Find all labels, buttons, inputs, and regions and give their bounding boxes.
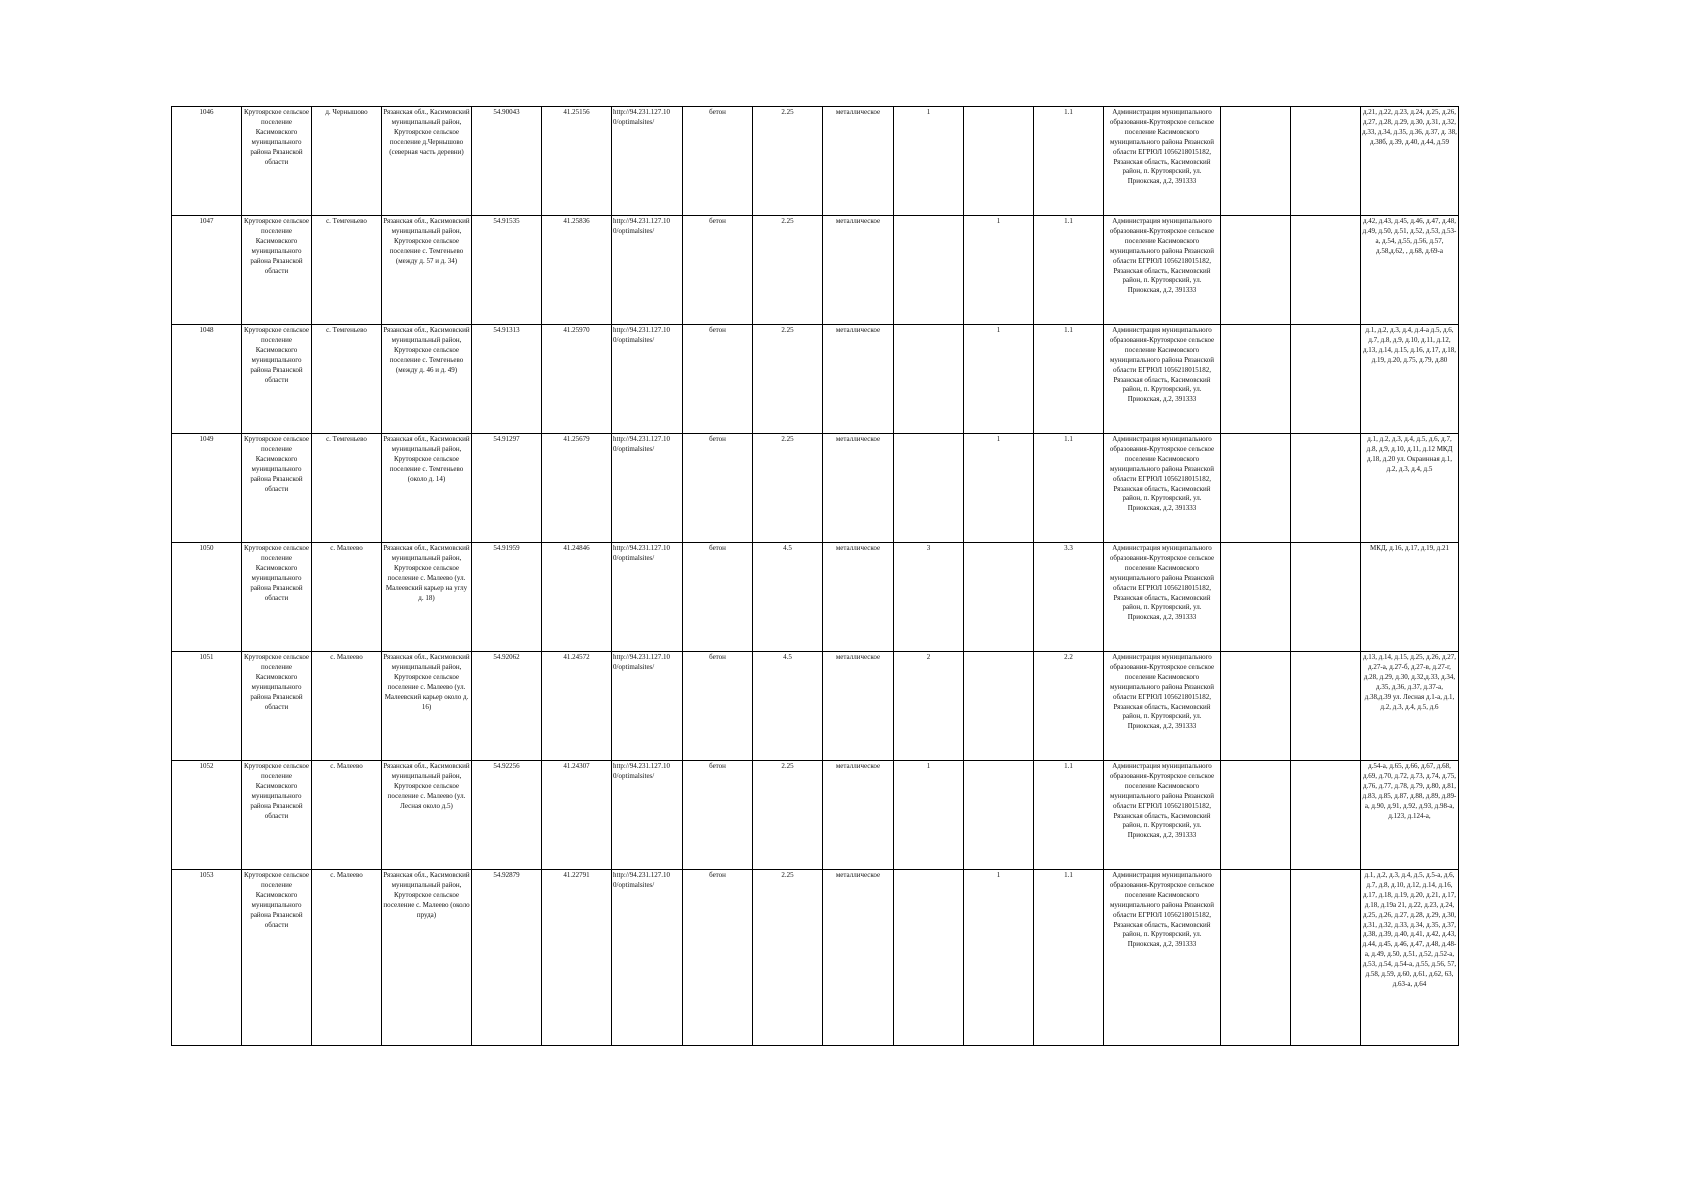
owner-cell: Администрация муниципального образования-Крутоярское сельское поселение Касимовского муниципального района Рязанской области ЕГРЮЛ 1056218015182, Рязанская область, Касимовский район, п. Крутоярский, ул. Приокская, д.2, 391333	[1104, 543, 1221, 652]
longitude-cell: 41.24572	[542, 652, 612, 761]
map-link-cell[interactable]: http://94.231.127.10 0/optimalsites/	[612, 434, 683, 543]
containers-count-cell	[894, 434, 964, 543]
empty-cell	[1291, 325, 1361, 434]
fence-cell: металлическое	[823, 434, 894, 543]
waste-sites-table	[171, 106, 1459, 1046]
containers-count-cell: 3	[894, 543, 964, 652]
owner-cell: Администрация муниципального образования-Крутоярское сельское поселение Касимовского муниципального района Рязанской области ЕГРЮЛ 1056218015182, Рязанская область, Касимовский район, п. Крутоярский, ул. Приокская, д.2, 391333	[1104, 434, 1221, 543]
address-cell: Рязанская обл., Касимовский муниципальный район, Крутоярское сельское поселение с. Темгеньево (между д. 57 и д. 34)	[382, 216, 472, 325]
volume-cell: 1.1	[1034, 216, 1104, 325]
volume-cell: 1.1	[1034, 107, 1104, 216]
locality-cell: с. Малеево	[312, 870, 382, 1046]
containers-planned-cell	[964, 761, 1034, 870]
longitude-cell: 41.25836	[542, 216, 612, 325]
empty-cell	[1221, 761, 1291, 870]
row-number: 1046	[172, 107, 242, 216]
surface-cell: бетон	[683, 325, 753, 434]
map-link-cell[interactable]: http://94.231.127.10 0/optimalsites/	[612, 761, 683, 870]
fence-cell: металлическое	[823, 870, 894, 1046]
area-cell: 2.25	[753, 870, 823, 1046]
empty-cell	[1221, 325, 1291, 434]
longitude-cell: 41.22791	[542, 870, 612, 1046]
row-number: 1051	[172, 652, 242, 761]
containers-count-cell	[894, 325, 964, 434]
latitude-cell: 54.91297	[472, 434, 542, 543]
settlement-cell: Крутоярское сельское поселение Касимовского муниципального района Рязанской области	[242, 107, 312, 216]
containers-count-cell	[894, 216, 964, 325]
fence-cell: металлическое	[823, 325, 894, 434]
settlement-cell: Крутоярское сельское поселение Касимовского муниципального района Рязанской области	[242, 543, 312, 652]
waste-sources-cell: д.1, д.2, д.3, д.4, д.5, д.5-а, д.6, д.7, д.8, д.10, д.12, д.14, д.16, д.17, д.18, д.19, д.20, д.21, д.17, д.18, д.19а 21, д.22, д.23, д.24, д.25, д.26, д.27, д.28, д.29, д.30, д.31, д.32, д.33, д.34, д.35, д.37, д.38, д.39, д.40, д.41, д.42, д.43, д.44, д.45, д.46, д.47, д.48, д.48-а, д.49, д.50, д.51, д.52, д.52-а, д.53, д.54, д.54-а, д.55, д.56, 57, д.58, д.59, д.60, д.61, д.62, 63, д.63-а, д.64	[1361, 870, 1459, 1046]
latitude-cell: 54.91313	[472, 325, 542, 434]
owner-cell: Администрация муниципального образования-Крутоярское сельское поселение Касимовского муниципального района Рязанской области ЕГРЮЛ 1056218015182, Рязанская область, Касимовский район, п. Крутоярский, ул. Приокская, д.2, 391333	[1104, 870, 1221, 1046]
area-cell: 2.25	[753, 107, 823, 216]
row-number: 1050	[172, 543, 242, 652]
latitude-cell: 54.92062	[472, 652, 542, 761]
fence-cell: металлическое	[823, 107, 894, 216]
map-link-cell[interactable]: http://94.231.127.10 0/optimalsites/	[612, 107, 683, 216]
settlement-cell: Крутоярское сельское поселение Касимовского муниципального района Рязанской области	[242, 761, 312, 870]
settlement-cell: Крутоярское сельское поселение Касимовского муниципального района Рязанской области	[242, 434, 312, 543]
volume-cell: 1.1	[1034, 870, 1104, 1046]
address-cell: Рязанская обл., Касимовский муниципальный район, Крутоярское сельское поселение с. Темгеньево (около д. 14)	[382, 434, 472, 543]
empty-cell	[1221, 652, 1291, 761]
row-number: 1048	[172, 325, 242, 434]
surface-cell: бетон	[683, 434, 753, 543]
containers-planned-cell	[964, 652, 1034, 761]
waste-sources-cell: д.13, д.14, д.15, д.25, д.26, д.27, д.27-а, д.27-б, д.27-в, д.27-г, д.28, д.29, д.30, д.32,д.33, д.34, д.35, д.36, д.37, д.37-а, д.38,д.39 ул. Лесная д.1-а, д.1, д.2, д.3, д.4, д.5, д.6	[1361, 652, 1459, 761]
locality-cell: с. Темгеньево	[312, 325, 382, 434]
area-cell: 2.25	[753, 761, 823, 870]
address-cell: Рязанская обл., Касимовский муниципальный район, Крутоярское сельское поселение с. Малеево (ул. Малеевский карьер около д. 16)	[382, 652, 472, 761]
empty-cell	[1291, 761, 1361, 870]
area-cell: 2.25	[753, 434, 823, 543]
volume-cell: 1.1	[1034, 761, 1104, 870]
surface-cell: бетон	[683, 107, 753, 216]
fence-cell: металлическое	[823, 761, 894, 870]
waste-sources-cell: МКД, д.16, д.17, д.19, д.21	[1361, 543, 1459, 652]
table-body	[172, 107, 1459, 1046]
empty-cell	[1221, 870, 1291, 1046]
containers-planned-cell: 1	[964, 325, 1034, 434]
waste-sources-cell: д.1, д.2, д.3, д.4, д.4-а д.5, д.6, д.7, д.8, д.9, д.10, д.11, д.12, д.13, д.14, д.15, д.16, д.17, д.18, д.19, д.20, д.75, д.79, д.80	[1361, 325, 1459, 434]
empty-cell	[1291, 107, 1361, 216]
surface-cell: бетон	[683, 543, 753, 652]
table-row	[172, 543, 1459, 652]
address-cell: Рязанская обл., Касимовский муниципальный район, Крутоярское сельское поселение с. Малеево (ул. Лесная около д.5)	[382, 761, 472, 870]
latitude-cell: 54.91535	[472, 216, 542, 325]
longitude-cell: 41.24846	[542, 543, 612, 652]
containers-count-cell: 2	[894, 652, 964, 761]
address-cell: Рязанская обл., Касимовский муниципальный район, Крутоярское сельское поселение с. Темгеньево (между д. 46 и д. 49)	[382, 325, 472, 434]
row-number: 1047	[172, 216, 242, 325]
containers-count-cell: 1	[894, 761, 964, 870]
address-cell: Рязанская обл., Касимовский муниципальный район, Крутоярское сельское поселение с. Малеево (около пруда)	[382, 870, 472, 1046]
locality-cell: с. Малеево	[312, 543, 382, 652]
table-row	[172, 761, 1459, 870]
empty-cell	[1291, 434, 1361, 543]
settlement-cell: Крутоярское сельское поселение Касимовского муниципального района Рязанской области	[242, 652, 312, 761]
surface-cell: бетон	[683, 761, 753, 870]
table-row	[172, 652, 1459, 761]
locality-cell: с. Малеево	[312, 761, 382, 870]
empty-cell	[1291, 870, 1361, 1046]
table-row	[172, 325, 1459, 434]
settlement-cell: Крутоярское сельское поселение Касимовского муниципального района Рязанской области	[242, 325, 312, 434]
locality-cell: д. Чернышово	[312, 107, 382, 216]
surface-cell: бетон	[683, 216, 753, 325]
latitude-cell: 54.92879	[472, 870, 542, 1046]
owner-cell: Администрация муниципального образования-Крутоярское сельское поселение Касимовского муниципального района Рязанской области ЕГРЮЛ 1056218015182, Рязанская область, Касимовский район, п. Крутоярский, ул. Приокская, д.2, 391333	[1104, 325, 1221, 434]
containers-count-cell	[894, 870, 964, 1046]
waste-sources-cell: д.21, д.22, д.23, д.24, д.25, д.26, д.27, д.28, д.29, д.30, д.31, д.32, д.33, д.34, д.35, д.36, д.37, д. 38, д.38б, д.39, д.40, д.44, д.59	[1361, 107, 1459, 216]
latitude-cell: 54.90043	[472, 107, 542, 216]
fence-cell: металлическое	[823, 543, 894, 652]
area-cell: 2.25	[753, 325, 823, 434]
map-link-cell[interactable]: http://94.231.127.10 0/optimalsites/	[612, 216, 683, 325]
longitude-cell: 41.25156	[542, 107, 612, 216]
empty-cell	[1221, 107, 1291, 216]
map-link-cell[interactable]: http://94.231.127.10 0/optimalsites/	[612, 652, 683, 761]
area-cell: 2.25	[753, 216, 823, 325]
locality-cell: с. Темгеньево	[312, 216, 382, 325]
table-row	[172, 870, 1459, 1046]
waste-sources-cell: д.42, д.43, д.45, д.46, д.47, д.48, д.49, д.50, д.51, д.52, д.53, д.53-а, д.54, д.55, д.56, д.57, д.58,д.62, , д.68, д.69-а	[1361, 216, 1459, 325]
longitude-cell: 41.25970	[542, 325, 612, 434]
empty-cell	[1291, 216, 1361, 325]
surface-cell: бетон	[683, 870, 753, 1046]
containers-planned-cell: 1	[964, 434, 1034, 543]
address-cell: Рязанская обл., Касимовский муниципальный район, Крутоярское сельское поселение с. Малеево (ул. Малеевский карьер на углу д. 18)	[382, 543, 472, 652]
latitude-cell: 54.91959	[472, 543, 542, 652]
row-number: 1049	[172, 434, 242, 543]
settlement-cell: Крутоярское сельское поселение Касимовского муниципального района Рязанской области	[242, 870, 312, 1046]
owner-cell: Администрация муниципального образования-Крутоярское сельское поселение Касимовского муниципального района Рязанской области ЕГРЮЛ 1056218015182, Рязанская область, Касимовский район, п. Крутоярский, ул. Приокская, д.2, 391333	[1104, 761, 1221, 870]
longitude-cell: 41.25679	[542, 434, 612, 543]
settlement-cell: Крутоярское сельское поселение Касимовского муниципального района Рязанской области	[242, 216, 312, 325]
area-cell: 4.5	[753, 543, 823, 652]
owner-cell: Администрация муниципального образования-Крутоярское сельское поселение Касимовского муниципального района Рязанской области ЕГРЮЛ 1056218015182, Рязанская область, Касимовский район, п. Крутоярский, ул. Приокская, д.2, 391333	[1104, 107, 1221, 216]
row-number: 1053	[172, 870, 242, 1046]
containers-planned-cell: 1	[964, 870, 1034, 1046]
empty-cell	[1291, 543, 1361, 652]
surface-cell: бетон	[683, 652, 753, 761]
longitude-cell: 41.24307	[542, 761, 612, 870]
table-row	[172, 107, 1459, 216]
volume-cell: 3.3	[1034, 543, 1104, 652]
area-cell: 4.5	[753, 652, 823, 761]
map-link-cell[interactable]: http://94.231.127.10 0/optimalsites/	[612, 543, 683, 652]
containers-planned-cell: 1	[964, 216, 1034, 325]
containers-planned-cell	[964, 107, 1034, 216]
fence-cell: металлическое	[823, 652, 894, 761]
locality-cell: с. Темгеньево	[312, 434, 382, 543]
map-link-cell[interactable]: http://94.231.127.10 0/optimalsites/	[612, 325, 683, 434]
owner-cell: Администрация муниципального образования-Крутоярское сельское поселение Касимовского муниципального района Рязанской области ЕГРЮЛ 1056218015182, Рязанская область, Касимовский район, п. Крутоярский, ул. Приокская, д.2, 391333	[1104, 216, 1221, 325]
latitude-cell: 54.92256	[472, 761, 542, 870]
waste-sources-cell: д.54-а, д.65, д.66, д.67, д.68, д.69, д.70, д.72, д.73, д.74, д.75, д.76, д.77, д.78, д.79, д.80, д.81, д.83, д.85, д.87, д.88, д.89, д.89-а, д.90, д.91, д.92, д.93, д.98-а, д.123, д.124-а,	[1361, 761, 1459, 870]
table-row	[172, 216, 1459, 325]
waste-sources-cell: д.1, д.2, д.3, д.4, д.5, д.6, д.7, д.8, д.9, д.10, д.11, д.12 МКД д.18, д.20 ул. Окраинная д.1, д.2, д.3, д.4, д.5	[1361, 434, 1459, 543]
empty-cell	[1221, 434, 1291, 543]
empty-cell	[1221, 216, 1291, 325]
volume-cell: 2.2	[1034, 652, 1104, 761]
containers-planned-cell	[964, 543, 1034, 652]
locality-cell: с. Малеево	[312, 652, 382, 761]
empty-cell	[1291, 652, 1361, 761]
table-row	[172, 434, 1459, 543]
map-link-cell[interactable]: http://94.231.127.10 0/optimalsites/	[612, 870, 683, 1046]
fence-cell: металлическое	[823, 216, 894, 325]
row-number: 1052	[172, 761, 242, 870]
empty-cell	[1221, 543, 1291, 652]
address-cell: Рязанская обл., Касимовский муниципальный район, Крутоярское сельское поселение д.Чернышово (северная часть деревни)	[382, 107, 472, 216]
volume-cell: 1.1	[1034, 434, 1104, 543]
volume-cell: 1.1	[1034, 325, 1104, 434]
containers-count-cell: 1	[894, 107, 964, 216]
owner-cell: Администрация муниципального образования-Крутоярское сельское поселение Касимовского муниципального района Рязанской области ЕГРЮЛ 1056218015182, Рязанская область, Касимовский район, п. Крутоярский, ул. Приокская, д.2, 391333	[1104, 652, 1221, 761]
